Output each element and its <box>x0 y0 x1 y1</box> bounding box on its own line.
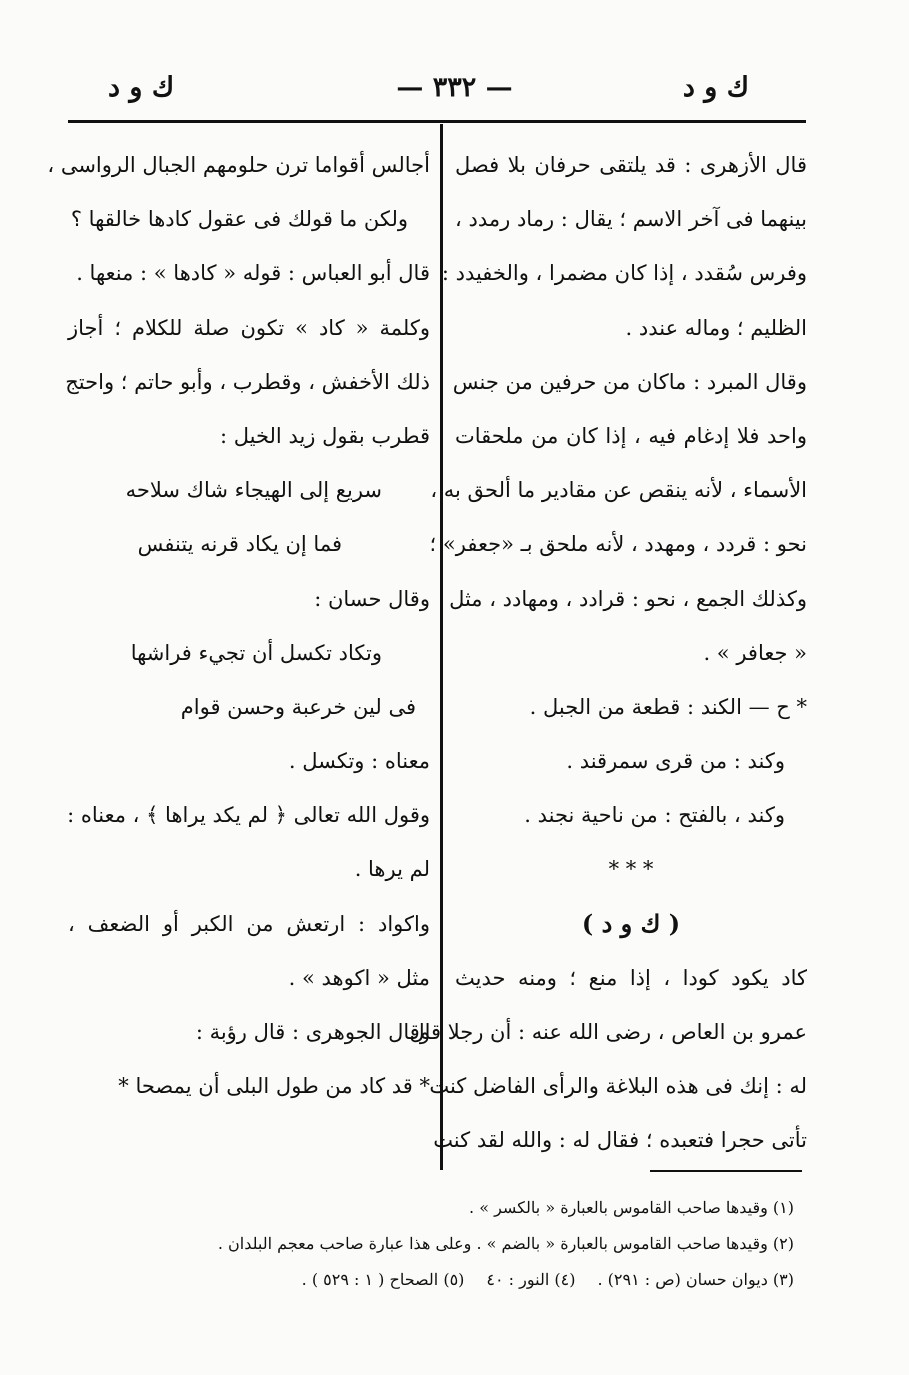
entry-kand: * ح — الكند : قطعة من الجبل . <box>529 694 807 719</box>
footnote-3: (٣) ديوان حسان (ص : ٢٩١) . <box>597 1270 794 1289</box>
text-line: بينهما فى آخر الاسم ؛ يقال : رماد رمدد ، <box>455 207 807 232</box>
verse-line: فما إن يكاد قرنه يتنفس <box>137 532 342 557</box>
header-root-left: ك و د <box>108 72 175 103</box>
verse-line: ولكن ما قولك فى عقول كادها خالقها ؟ <box>70 207 408 232</box>
text-line: الأسماء ، لأنه ينقص عن مقادير ما ألحق به ، <box>430 478 807 503</box>
footnote-4: (٤) النور : ٤٠ <box>486 1270 576 1289</box>
verse-line: أجالس أقواما ترن حلومهم الجبال الرواسى ، <box>47 153 430 177</box>
footnote-5: (٥) الصحاح ( ١ : ٥٢٩ ) . <box>301 1270 465 1289</box>
text-line: نحو : قردد ، ومهدد ، لأنه ملحق بـ «جعفر» ؛ <box>429 532 807 557</box>
verse-line: سريع إلى الهيجاء شاك سلاحه <box>125 478 382 503</box>
header-rule <box>68 120 806 123</box>
root-heading-kwd: ( ك و د ) <box>581 908 681 938</box>
text-line: معناه : وتكسل . <box>288 749 430 774</box>
text-line: كاد يكود كودا ، إذا منع ؛ ومنه حديث <box>455 965 807 990</box>
text-line: وكذلك الجمع ، نحو : قرادد ، ومهادد ، مثل <box>449 586 807 611</box>
text-line: وقال حسان : <box>314 586 430 611</box>
text-line: « جعافر » . <box>703 640 807 665</box>
text-line: عمرو بن العاص ، رضى الله عنه : أن رجلا قال <box>409 1020 807 1044</box>
text-line: وكلمة « كاد » تكون صلة للكلام ؛ أجاز <box>68 315 430 340</box>
text-line: وقول الله تعالى ﴿ لم يكد يراها ﴾ ، معناه : <box>67 803 430 828</box>
section-separator: * * * <box>608 857 654 882</box>
footnote-rule <box>650 1170 802 1172</box>
page-number: — ٣٣٢ — <box>396 72 513 103</box>
left-column <box>47 138 430 1113</box>
text-line: قال أبو العباس : قوله « كادها » : منعها . <box>76 261 430 286</box>
text-line: واحد فلا إدغام فيه ، إذا كان من ملحقات <box>455 423 807 448</box>
text-line: قال الأزهرى : قد يلتقى حرفان بلا فصل <box>455 153 807 177</box>
text-line: وفرس سُقدد ، إذا كان مضمرا ، والخفيدد : <box>441 261 807 286</box>
header-root-right: ك و د <box>682 72 749 103</box>
text-line: الظليم ؛ وماله عندد . <box>625 315 807 340</box>
right-column <box>409 138 807 1168</box>
verse-line: فى لين خرعبة وحسن قوام <box>180 694 416 719</box>
verse-line: وتكاد تكسل أن تجيء فراشها <box>130 640 382 665</box>
text-line: وكند : من قرى سمرقند . <box>566 749 785 774</box>
verse-line: * قد كاد من طول البلى أن يمصحا * <box>118 1074 430 1099</box>
footnote-row <box>94 1262 794 1298</box>
footnotes <box>94 1190 794 1298</box>
text-line: واكواد : ارتعش من الكبر أو الضعف ، <box>68 911 430 936</box>
footnote-1: (١) وقيدها صاحب القاموس بالعبارة « بالكسر » . <box>469 1198 794 1217</box>
text-line: وقال المبرد : ماكان من حرفين من جنس <box>452 369 807 394</box>
text-line: وقال الجوهرى : قال رؤبة : <box>195 1020 430 1044</box>
text-line: لم يرها . <box>354 857 430 882</box>
text-line: ذلك الأخفش ، وقطرب ، وأبو حاتم ؛ واحتج <box>65 369 430 394</box>
text-line: قطرب بقول زيد الخيل : <box>219 423 430 448</box>
text-line: تأتى حجرا فتعبده ؛ فقال له : والله لقد كنت <box>433 1128 807 1153</box>
footnote-2: (٢) وقيدها صاحب القاموس بالعبارة « بالضم » . وعلى هذا عبارة صاحب معجم البلدان . <box>217 1234 794 1253</box>
text-line: له : إنك فى هذه البلاغة والرأى الفاضل كنت <box>429 1074 807 1099</box>
text-line: مثل « اكوهد » . <box>288 965 430 990</box>
text-line: وكند ، بالفتح : من ناحية نجند . <box>524 803 785 828</box>
